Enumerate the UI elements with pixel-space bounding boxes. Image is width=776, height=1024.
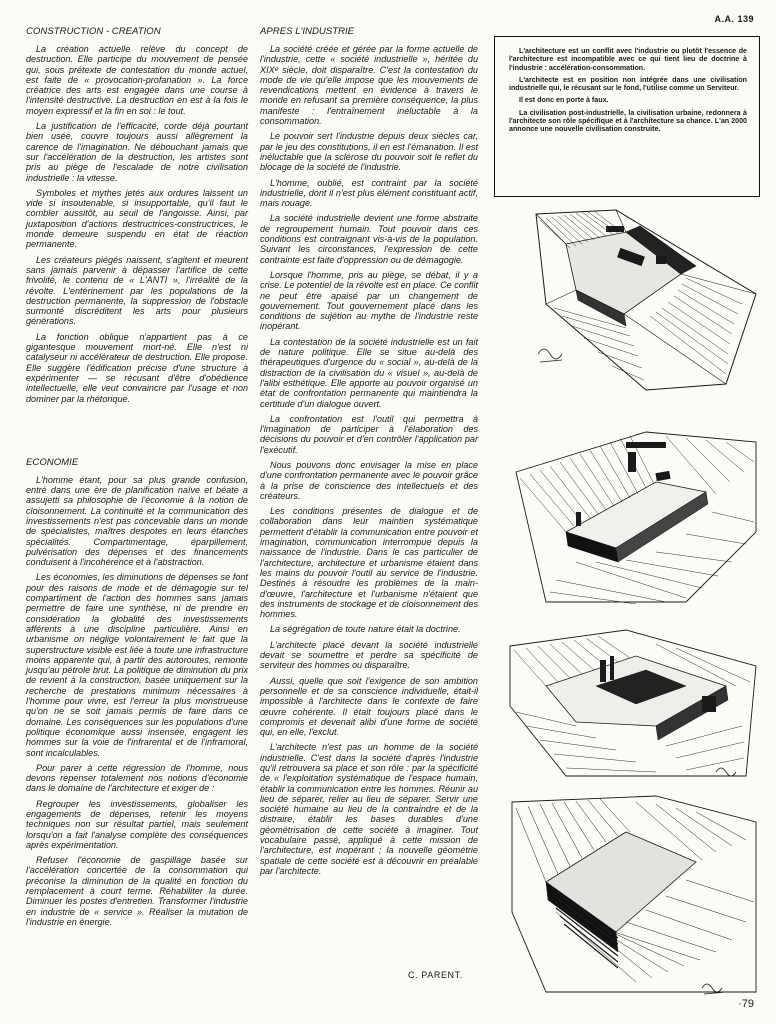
section-title: CONSTRUCTION - CREATION <box>26 26 161 37</box>
signature-mark <box>716 768 736 776</box>
box-paragraph: L'architecte est en position non intégrée dans une civilisation industrielle qui, le récusant sur le fond, l'utilise comme un Serviteur. <box>509 75 747 93</box>
architectural-sketch-3 <box>506 626 758 782</box>
paragraph: Pour parer à cette régression de l'homme, nous devons repenser totalement nos notions d'économie dans le domaine de l'architecture et exiger de : <box>26 762 248 794</box>
paragraph: Les économies, les diminutions de dépenses se font pour des raisons de mode et de démagogie sur tel compartiment de l'action des hommes sans jamais permettre de faire une synthèse, ni de prendre en considération la globalité des investissements afférents à une discipline particulière. Ainsi en urbanisme on néglige volontairement le fait que la superstructure visible est liée à toute une infrastructure moins apparente qui, à partir des autoroutes, remonte jusqu'au pétrole brut. La politique de diminution du prix de revient à la construction, basée uniquement sur la recherche de prestations minimum nécessaires à l'homme pour vivre, est l'erreur la plus monstrueuse qu'on ne se soit jamais permis de faire dans ce domaine. Les conséquences sur les populations d'une politique économique aussi insensée, engagent les hommes sur la voie de l'infrarental et de l'inframoral, sont incalculables. <box>26 572 248 758</box>
paragraph: L'homme étant, pour sa plus grande confusion, entré dans une ère de planification naïve et béate a assujetti sa philosophie de l'économie à la notion de cloisonnement. La continuité et la communication des investissements n'est pas concevable dans un monde de spécialistes, maîtres despotes en leurs étanches spécialités. Compartimentage, éparpillement, pulvérisation des dépenses et des financements conduisent à l'incohérence et à l'abstraction. <box>26 474 248 568</box>
paragraph: Regrouper les investissements, globaliser les engagements de dépenses, retenir les moyens techniques non sur résultat partiel, mais seulement lorsqu'on a fait l'analyse complète des conséquences après expérimentation. <box>26 798 248 850</box>
author-signature: C. PARENT. <box>408 970 463 980</box>
paragraph: La justification de l'efficacité, corde déjà pourtant bien usée, couvre toujours aussi allègrement la carence de l'imagination. Ne débouchant jamais que sur l'accélération de la destruction, les artistes sont pris au piège de l'escalade de notre civilisation industrielle : la vitesse. <box>26 121 248 183</box>
box-paragraph: Il est donc en porte à faux. <box>519 96 609 105</box>
sketch-3-drawing <box>506 626 758 782</box>
box-paragraph: La civilisation post-industrielle, la civilisation urbaine, redonnera à l'architecte son rôle spécifique et à l'architecture sa chance. L'an 2000 annonce une nouvelle civilisation construite. <box>509 108 747 134</box>
page-number: ·79 <box>738 998 754 1010</box>
paragraph: La contestation de la société industrielle est un fait de nature politique. Elle se situe au-delà des thérapeutiques d'urgence du « social », au-delà de la distraction de la civilisation du « visuel », au-delà de l'alibi esthétique. Elle apporte au pouvoir organisé un état de confrontation permanente qui maintiendra la certitude d'un dialogue ouvert. <box>260 336 478 409</box>
column-middle <box>260 26 478 881</box>
paragraph: L'architecte placé devant la société industrielle devait se soumettre et perdre sa spécificité de serviteur des hommes ou disparaître. <box>260 639 478 671</box>
paragraph: Refuser l'économie de gaspillage basée sur l'accélération concertée de la consommation qui préconise la diminution de la qualité en fonction du remplacement à court terme. Réhabiliter la durée. Diminuer les postes d'entretien. Transformer l'industrie en industrie de « service ». Réaliser la mutation de l'industrie en énergie. <box>26 855 248 927</box>
column-left <box>26 26 248 932</box>
architectural-sketch-4 <box>506 792 758 998</box>
paragraph: La création actuelle relève du concept de destruction. Elle participe du mouvement de pensée qui, sous prétexte de contestation du monde actuel, est faite de « provocation-profanation ». La force créatrice des arts est engagée dans une course à l'intensité destructive. La destruction en est à la fois le moyen expressif et la fin en soi : le tout. <box>26 44 248 116</box>
paragraph: La société créée et gérée par la forme actuelle de l'industrie, cette « société industrielle », héritée du XIXᵉ siècle, doit disparaître. C'est la contestation du mode de vie qu'elle impose que les mouvements de revendications mettent en évidence à travers le monde en refusant sa première conséquence, la plus manifeste : l'entraînement inéluctable à la consommation. <box>260 44 478 127</box>
paragraph: La confrontation est l'outil qui permettra à l'imagination de participer à l'élaboration des décisions du pouvoir et d'en contrôler l'application par l'exécutif. <box>260 413 478 455</box>
section-title: APRES L'INDUSTRIE <box>260 26 355 37</box>
signature-mark <box>538 349 562 362</box>
sketch-4-drawing <box>506 792 758 998</box>
sketch-1-drawing <box>506 204 758 394</box>
section-economie <box>26 457 248 927</box>
paragraph: Symboles et mythes jetés aux ordures laissent un vide si insoutenable, si insupportable, qu'il faut le combler aussitôt, au seuil de l'angoisse. Ainsi, par juxtaposition d'actions destructrices-constructrices, le monde demeure suspendu en état de réaction permanente. <box>26 187 248 250</box>
section-title: ECONOMIE <box>26 456 79 468</box>
box-paragraph: L'architecture est un conflit avec l'industrie ou plutôt l'essence de l'architecture est incompatible avec ce qui tient lieu de doctrine à l'industrie : accélération-consommation. <box>509 47 747 72</box>
section-construction-creation <box>26 26 248 404</box>
paragraph: Les créateurs piégés naissent, s'agitent et meurent sans jamais parvenir à dépasser l'artifice de cette frivolité, le contenu de « L'ANTI », l'irréalité de la révolte. L'entérinement par les populations de la destruction permanente, la suppression de l'obstacle surmonté discréditent les arts pour plusieurs générations. <box>26 254 248 327</box>
paragraph: La fonction oblique n'appartient pas à ce gigantesque mouvement mort-né. Elle n'est ni catalyseur ni accélérateur de destruction. Elle propose. Elle suggère l'édification précise d'une structure à expérimenter — se récusant d'être d'obédience intellectuelle, elle veut convaincre par l'usage et non dominer par la rhétorique. <box>26 331 248 404</box>
paragraph: L'architecte n'est pas un homme de la société industrielle. C'est dans la société d'après l'industrie qu'il retrouvera sa place et son rôle : par la spécificité de « l'exploitation systématique de l'espace humain, établir la communication entre les hommes. Réunir au lieu de séparer, relier au lieu de séparer. Servir une société humaine au lieu de la contraindre et de la distraire, établir les bases durables d'une géométrisation de cette société à imaginer. Tout vocabulaire passé, appliqué à cette mission de l'architecture, est inopérant ; la nouvelle géométrie spatiale de cette société est à découvrir en préalable par l'architecte. <box>260 742 478 876</box>
paragraph: Aussi, quelle que soit l'exigence de son ambition personnelle et de sa conscience individuelle, était-il impossible à l'architecte dans le contexte de faire œuvre cohérente. Il était toujours placé dans le compromis et devenait alibi d'une forme de société qui, en elle, l'exclut. <box>260 675 478 738</box>
paragraph: La société industrielle devient une forme abstraite de regroupement humain. Tout pouvoir dans ces conditions est contraignant vis-à-vis de la population. Suivant les circonstances, l'expression de cette contrainte est faite d'oppression ou de démagogie. <box>260 213 478 265</box>
signature-mark <box>702 984 726 994</box>
architectural-sketch-1 <box>506 204 758 394</box>
paragraph: Le pouvoir sert l'industrie depuis deux siècles car, par le jeu des constitutions, il en est l'émanation. Il est inéluctable que la sclérose du pouvoir soit le reflet du blocage de la société de l'industrie. <box>260 131 478 173</box>
paragraph: Lorsque l'homme, pris au piège, se débat, il y a crise. Le potentiel de la révolte est en place. Ce conflit ne peut être apaisé par un changement de gouvernement. Tout gouvernement placé dans les conditions de sujétion au mythe de l'industrie reste inopérant. <box>260 269 478 332</box>
boxed-statement <box>494 36 760 197</box>
paragraph: La ségrégation de toute nature était la doctrine. <box>270 624 461 635</box>
header-reference: A.A. 139 <box>714 14 754 24</box>
paragraph: Les conditions présentes de dialogue et de collaboration dans leur maintien systématique permettent d'établir la communication entre pouvoir et imagination, communication interrompue depuis la naissance de l'industrie. Dans le cas particulier de l'architecture, architecture et urbanisme étaient dans les mains du pouvoir l'outil au service de l'industrie. Destinés à résoudre les problèmes de la main-d'œuvre, l'architecture et l'urbanisme n'étaient que des instruments de stockage et de cloisonnement des hommes. <box>260 506 478 620</box>
paragraph: Nous pouvons donc envisager la mise en place d'une confrontation permanente avec le pouvoir grâce à la prise de conscience des intellectuels et des créateurs. <box>260 459 478 501</box>
section-spacer <box>26 409 248 457</box>
paragraph: L'homme, oublié, est contraint par la société industrielle, dont il n'est plus élément constituant actif, mais rouage. <box>260 177 478 209</box>
architectural-sketch-2 <box>506 412 758 608</box>
sketch-2-drawing <box>506 412 758 608</box>
